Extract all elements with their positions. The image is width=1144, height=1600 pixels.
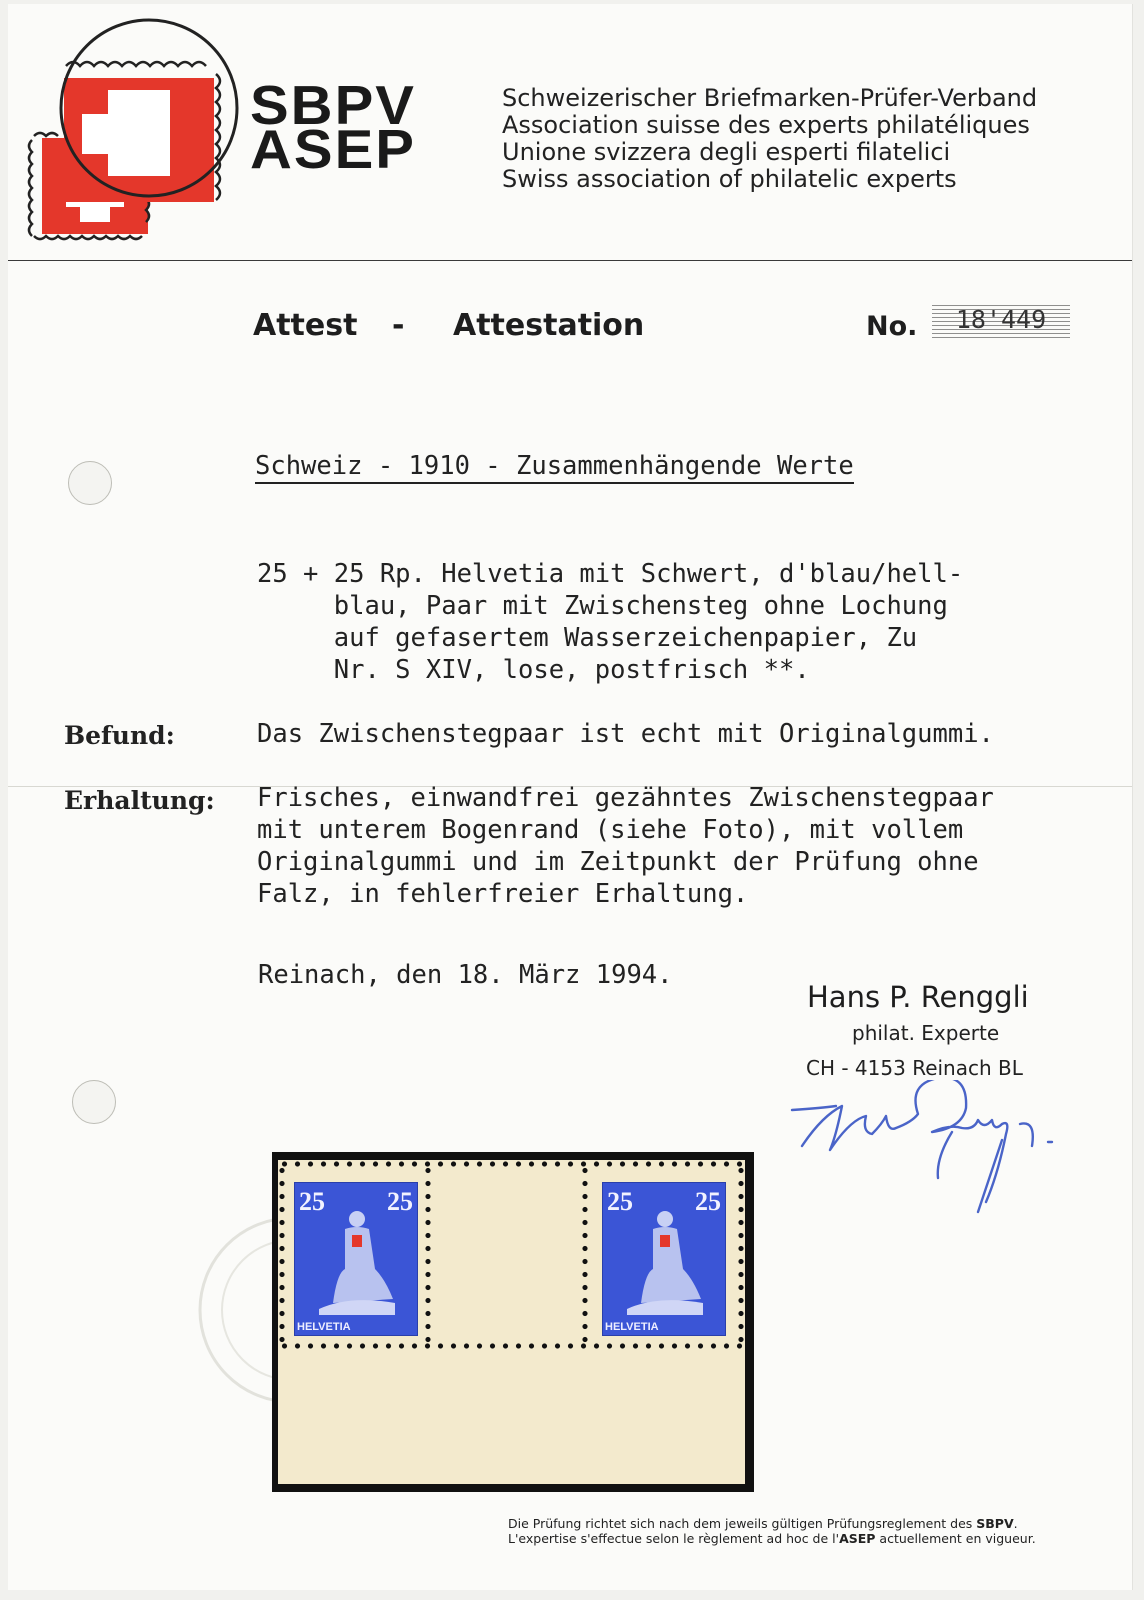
association-name-fr: Association suisse des experts philatéliques [502, 111, 1030, 139]
number-label: No. [866, 311, 918, 342]
perforation-bottom [278, 1342, 745, 1350]
befund-label: Befund: [64, 721, 175, 750]
erhaltung-text [257, 782, 994, 910]
expert-title: philat. Experte [852, 1021, 1000, 1045]
description-line: auf gefasertem Wasserzeichenpapier, Zu [257, 623, 918, 653]
association-name-it: Unione svizzera degli esperti filatelici [502, 138, 951, 166]
description-line: blau, Paar mit Zwischensteg ohne Lochung [257, 591, 948, 621]
erhaltung-line: Frisches, einwandfrei gezähntes Zwischenstegpaar [257, 783, 994, 813]
certificate-number: 18'449 [932, 302, 1070, 338]
helvetia-stamp-image [602, 1182, 726, 1336]
expert-name: Hans P. Renggli [807, 980, 1029, 1014]
swiss-stamp-logo-icon [26, 14, 256, 250]
association-name-de: Schweizerischer Briefmarken-Prüfer-Verband [502, 84, 1038, 112]
punch-hole-upper [68, 461, 112, 505]
erhaltung-line: mit unterem Bogenrand (siehe Foto), mit vollem [257, 815, 964, 845]
perforation-gutter-right [581, 1164, 589, 1344]
stamp-description [257, 558, 963, 686]
title-attestation: Attestation [453, 308, 645, 343]
punch-hole-lower [72, 1080, 116, 1124]
perforation-right [737, 1164, 745, 1344]
stamp-pair-photo [272, 1152, 754, 1492]
footer-text: L'expertise s'effectue selon le règlement ad hoc de l' [508, 1531, 840, 1546]
erhaltung-line: Originalgummi und im Zeitpunkt der Prüfung ohne [257, 847, 979, 877]
description-line: Nr. S XIV, lose, postfrisch **. [257, 655, 810, 685]
stamp-value-left: 25 [299, 1187, 325, 1216]
footer-line-de [508, 1516, 1036, 1531]
stamp-value-right: 25 [695, 1187, 721, 1216]
stamp-country: HELVETIA [297, 1321, 351, 1333]
footer-bold: ASEP [839, 1531, 876, 1546]
title-dash: - [392, 308, 405, 343]
certificate-number-box [932, 302, 1070, 338]
befund-text: Das Zwischenstegpaar ist echt mit Originalgummi. [257, 719, 994, 749]
helvetia-stamp-image [294, 1182, 418, 1336]
footer-bold: SBPV [976, 1516, 1014, 1531]
footer-text: actuellement en vigueur. [875, 1531, 1036, 1546]
signature-icon [788, 1080, 1088, 1220]
stamp-sheet [278, 1160, 745, 1484]
description-line: 25 + 25 Rp. Helvetia mit Schwert, d'blau/hell- [257, 559, 964, 589]
stamp-value-left: 25 [607, 1187, 633, 1216]
header-divider [8, 260, 1132, 261]
footer-text: Die Prüfung richtet sich nach dem jeweils gültigen Prüfungsreglement des [508, 1516, 977, 1531]
place-date: Reinach, den 18. März 1994. [258, 960, 673, 990]
helvetia-figure-icon [625, 1205, 705, 1315]
association-names [502, 85, 1037, 193]
erhaltung-label: Erhaltung: [64, 786, 215, 815]
stamp-value-right: 25 [387, 1187, 413, 1216]
stamp-country: HELVETIA [605, 1321, 659, 1333]
stamp-right [596, 1176, 730, 1340]
erhaltung-line: Falz, in fehlerfreier Erhaltung. [257, 879, 749, 909]
footer-note [508, 1516, 1036, 1546]
footer-line-fr [508, 1531, 1036, 1546]
perforation-gutter-left [424, 1164, 432, 1344]
footer-text: . [1013, 1516, 1018, 1531]
logo-text-asep: ASEP [250, 118, 416, 181]
association-name-en: Swiss association of philatelic experts [502, 165, 957, 193]
subject-heading: Schweiz - 1910 - Zusammenhängende Werte [255, 451, 854, 484]
title-attest: Attest [253, 308, 358, 343]
helvetia-figure-icon [317, 1205, 397, 1315]
stamp-left [288, 1176, 422, 1340]
perforation-left [278, 1164, 286, 1344]
expert-address: CH - 4153 Reinach BL [806, 1056, 1023, 1080]
logo-text-sbpv: SBPV [250, 74, 416, 137]
perforation-top [278, 1160, 745, 1168]
